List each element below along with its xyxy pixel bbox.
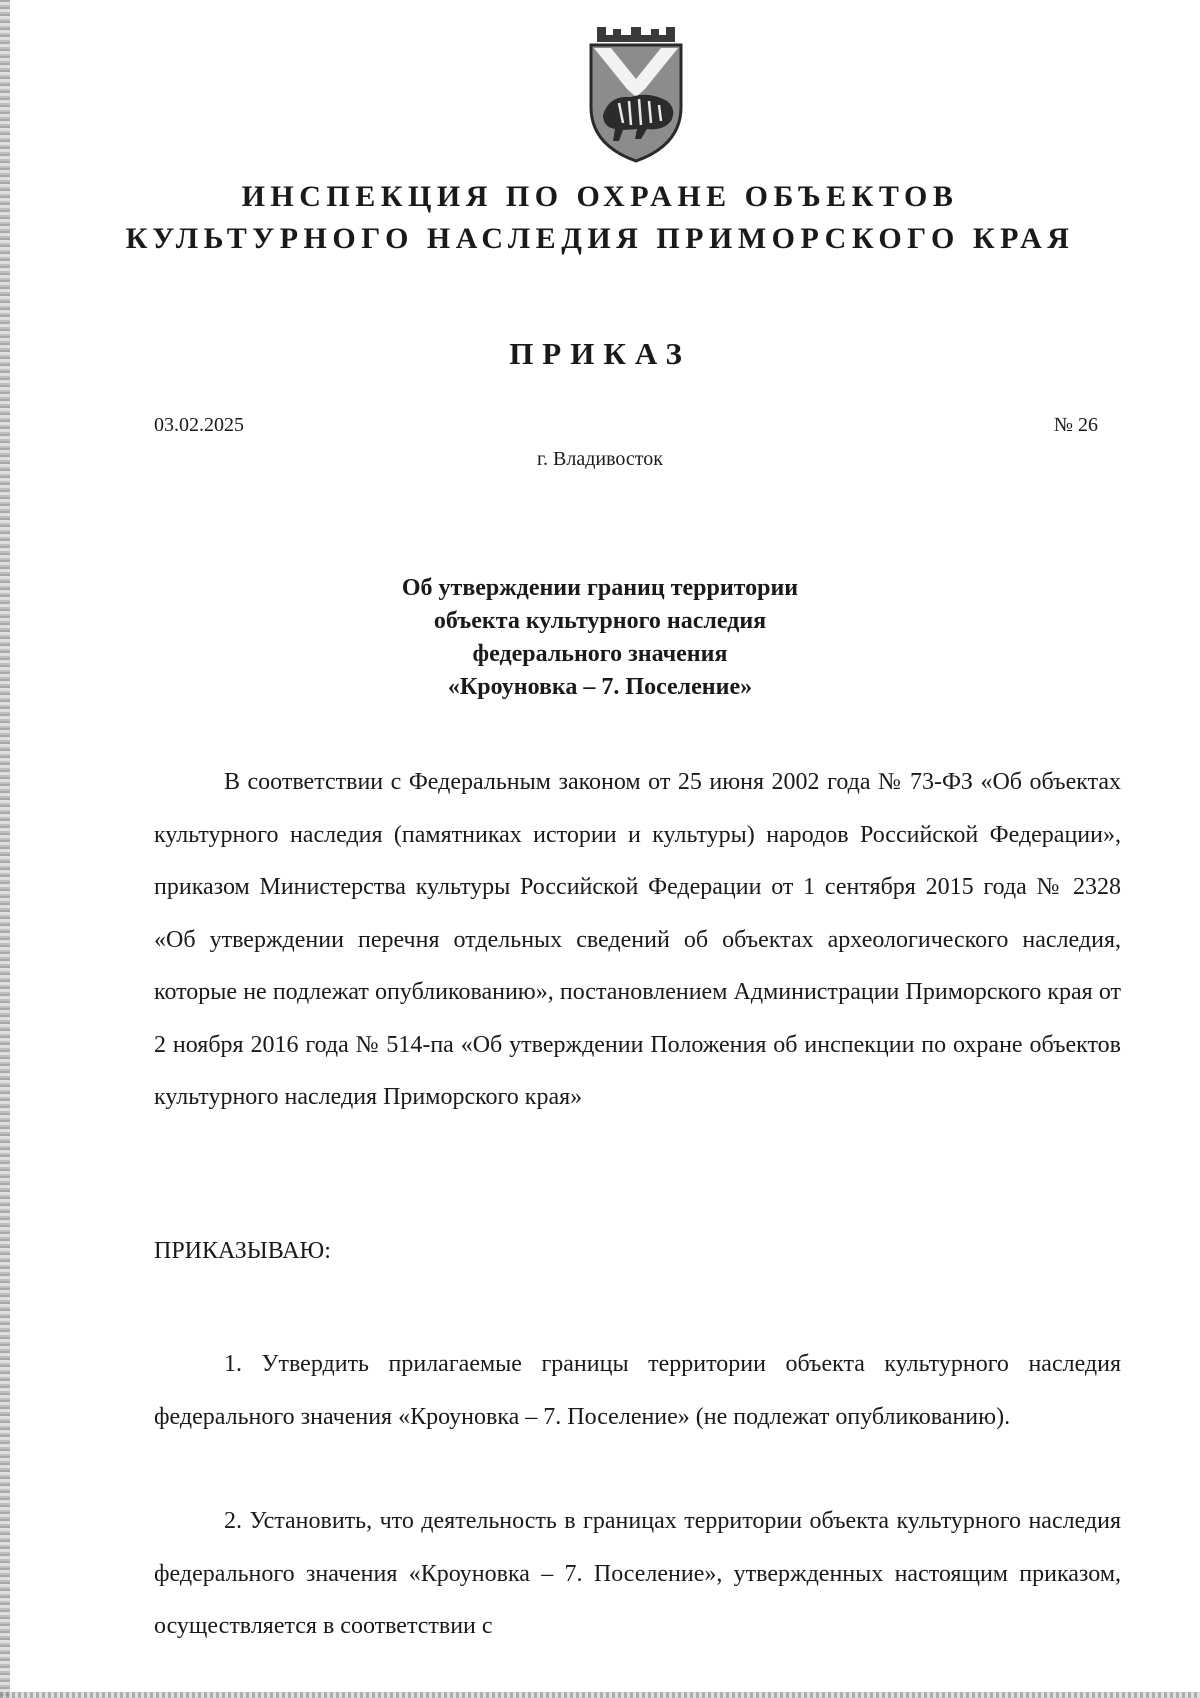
coat-of-arms-icon	[583, 27, 689, 163]
order-item-2: 2. Установить, что деятельность в границах территории объекта культурного наследия федерального значения «Кроуновка – 7. Поселение», утвержденных настоящим приказом, осуществляется в соответствии с	[154, 1508, 1121, 1639]
order-number: № 26	[1053, 414, 1098, 436]
order-subject	[0, 572, 1200, 704]
decree-word: ПРИКАЗЫВАЮ:	[154, 1238, 331, 1264]
subject-line: федерального значения	[472, 641, 728, 667]
subject-line: объекта культурного наследия	[433, 608, 767, 634]
organization-line-1: ИНСПЕКЦИЯ ПО ОХРАНЕ ОБЪЕКТОВ	[241, 180, 959, 213]
order-city: г. Владивосток	[537, 448, 663, 470]
organization-name	[0, 176, 1200, 260]
order-item-1: 1. Утвердить прилагаемые границы территории объекта культурного наследия федерального значения «Кроуновка – 7. Поселение» (не подлежат опубликованию).	[154, 1351, 1121, 1430]
order-date: 03.02.2025	[154, 414, 244, 436]
subject-line: Об утверждении границ территории	[401, 575, 799, 601]
scan-edge-bottom	[0, 1692, 1200, 1698]
subject-line: «Кроуновка – 7. Поселение»	[447, 674, 753, 700]
order-title: ПРИКАЗ	[509, 336, 691, 371]
preamble-paragraph: В соответствии с Федеральным законом от 25 июня 2002 года № 73-ФЗ «Об объектах культурного наследия (памятниках истории и культуры) народов Российской Федерации», приказом Министерства культуры Российской Федерации от 1 сентября 2015 года № 2328 «Об утверждении перечня отдельных сведений об объектах археологического наследия, которые не подлежат опубликованию», постановлением Администрации Приморского края от 2 ноября 2016 года № 514-па «Об утверждении Положения об инспекции по охране объектов культурного наследия Приморского края»	[154, 769, 1121, 1110]
organization-line-2: КУЛЬТУРНОГО НАСЛЕДИЯ ПРИМОРСКОГО КРАЯ	[125, 222, 1075, 255]
